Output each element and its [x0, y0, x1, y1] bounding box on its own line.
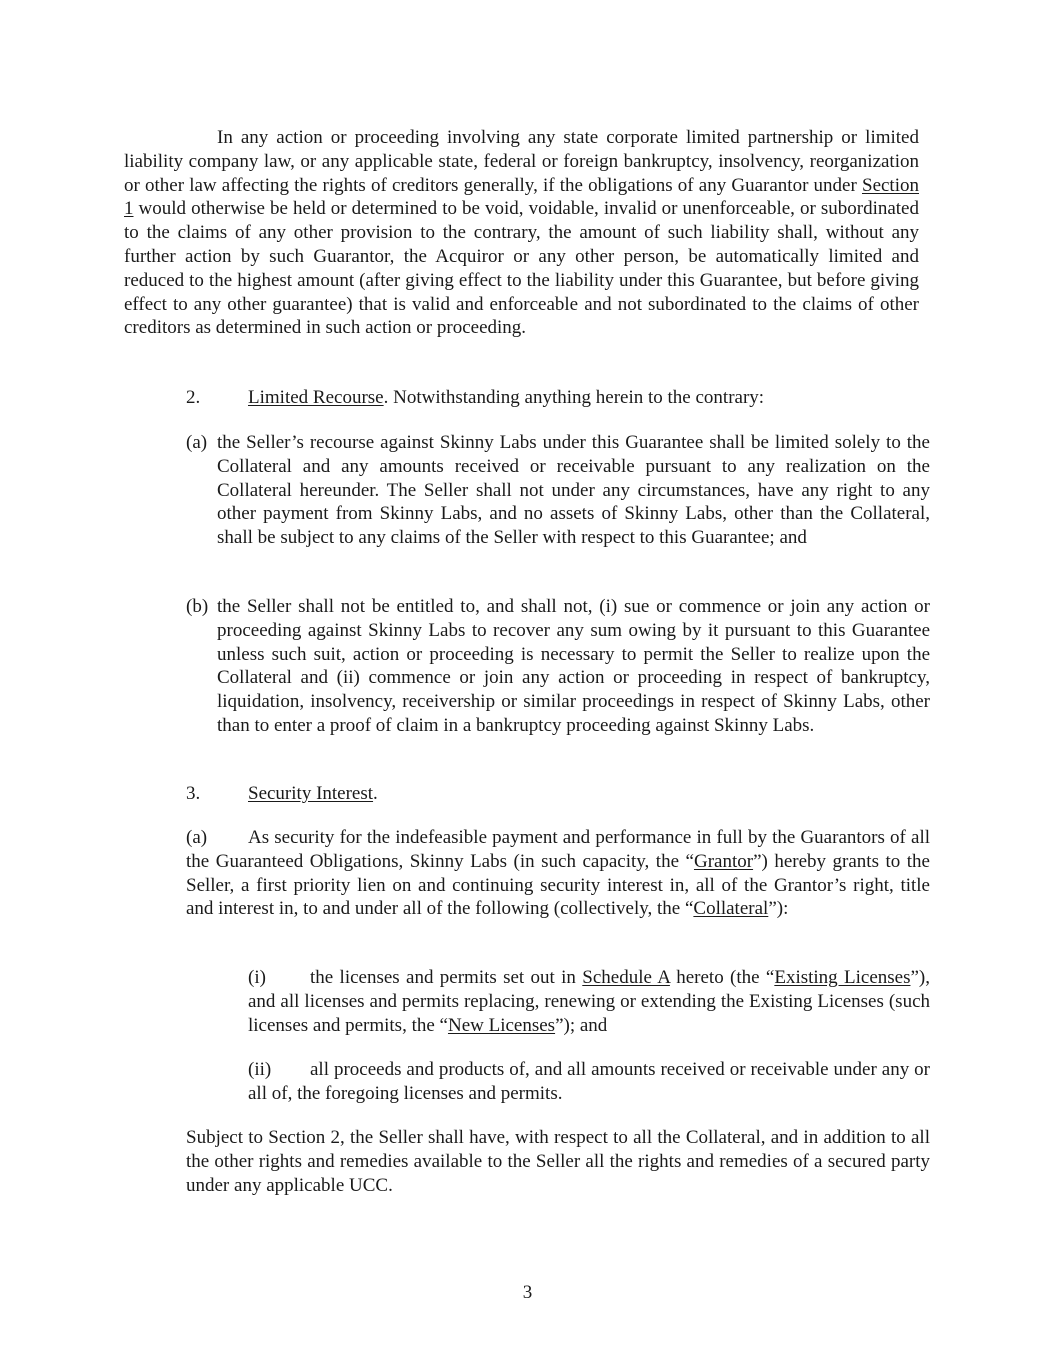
section-2-item-a-text: the Seller’s recourse against Skinny Labs under this Guarantee shall be limited solely to the Collateral and any amounts received or receivable pursuant to any realization on the Collateral hereunder. The Seller shall not under any circumstances, have any right to any other payment from Skinny Labs, and no assets of Skinny Labs, other than the Collateral, shall be subject to any claims of the Seller with respect to this Guarantee; and — [217, 432, 930, 549]
section-2-item-b — [186, 595, 930, 738]
sub-item-ii-text: all proceeds and products of, and all amounts received or receivable under any or all of, the foregoing licenses and permits. — [248, 1059, 930, 1104]
section-3-item-a-text-c: ”): — [768, 898, 789, 920]
page-number: 3 — [522, 1282, 533, 1303]
section-2-item-a-label: (a) — [186, 432, 208, 453]
section-2-item-a — [186, 431, 930, 550]
section-2-item-b-text: the Seller shall not be entitled to, and shall not, (i) sue or commence or join any action or proceeding against Skinny Labs to recover any sum owing by it pursuant to this Guarantee unless such suit, action or proceeding is necessary to permit the Seller to realize upon the Collateral and (ii) commence or join any action or proceeding in respect of bankruptcy, liquidation, insolvency, receivership or similar proceedings in respect of Skinny Labs, other than to enter a proof of claim in a bankruptcy proceeding against Skinny Labs. — [217, 596, 930, 736]
section-3-title-period: . — [373, 783, 378, 804]
intro-text-a: In any action or proceeding involving any state corporate limited partnership or limited liability company law, or any applicable state, federal or foreign bankruptcy, insolvency, reorganization or other law affecting the rights of creditors generally, if the obligations of any Guarantor under — [124, 127, 919, 196]
intro-text-b: would otherwise be held or determined to be void, voidable, invalid or unenforceable, or subordinated to the claims of any other provision to the contrary, the amount of such liability shall, without any further action by such Guarantor, the Acquiror or any other person, be automatically limited and reduced to the highest amount (after giving effect to the liability under this Guarantee, but before giving effect to any other guarantee) that is valid and enforceable and not subordinated to the claims of other creditors as determined in such action or proceeding. — [124, 198, 919, 339]
sub-item-i-label: (i) — [248, 967, 266, 988]
section-2-heading — [186, 386, 930, 410]
sub-item-i-text-a: the licenses and permits set out in — [310, 967, 583, 988]
sub-item-i-text-c: ”), and all licenses and permits replacing, renewing or extending the Existing Licenses (such licenses and permits, the “ — [248, 967, 930, 1036]
term-new-licenses: New Licenses — [447, 1014, 556, 1036]
sub-item-ii-label: (ii) — [248, 1059, 272, 1080]
section-2-number: 2. — [186, 387, 201, 408]
term-existing-licenses: Existing Licenses — [774, 967, 911, 988]
section-1-reference: Section 1 — [124, 174, 919, 220]
section-3-sub-item-ii — [248, 1058, 930, 1106]
section-3-closing-paragraph: Subject to Section 2, the Seller shall have, with respect to all the Collateral, and in addition to all the other rights and remedies available to the Seller all the rights and remedies of a secured party under any applicable UCC. — [186, 1127, 930, 1196]
section-2-text: . Notwithstanding anything herein to the contrary: — [383, 387, 765, 408]
section-3-item-a-text-a: As security for the indefeasible payment and performance in full by the Guarantors of all the Guaranteed Obligations, Skinny Labs (in such capacity, the “ — [186, 827, 930, 872]
section-3-heading — [186, 782, 930, 806]
section-3-sub-item-i — [248, 966, 930, 1037]
section-3-item-a — [186, 826, 930, 921]
section-3-number: 3. — [186, 783, 201, 804]
section-2-title: Limited Recourse — [248, 387, 384, 408]
term-grantor: Grantor — [693, 850, 754, 872]
sub-item-i-text-d: ”); and — [555, 1014, 608, 1036]
schedule-a-reference: Schedule A — [582, 967, 670, 988]
section-3-item-a-text-b: ”) hereby grants to the Seller, a first priority lien on and continuing security interest in, all of the Grantor’s right, title and interest in, to and under all of the following (collectively, the “ — [186, 850, 930, 920]
section-3-item-a-label: (a) — [186, 827, 208, 848]
section-2-item-b-label: (b) — [186, 596, 209, 617]
paragraph-limitation-of-liability — [124, 126, 919, 340]
section-3-title: Security Interest — [248, 783, 374, 804]
sub-item-i-text-b: hereto (the “ — [669, 967, 775, 988]
term-collateral: Collateral — [693, 898, 769, 920]
